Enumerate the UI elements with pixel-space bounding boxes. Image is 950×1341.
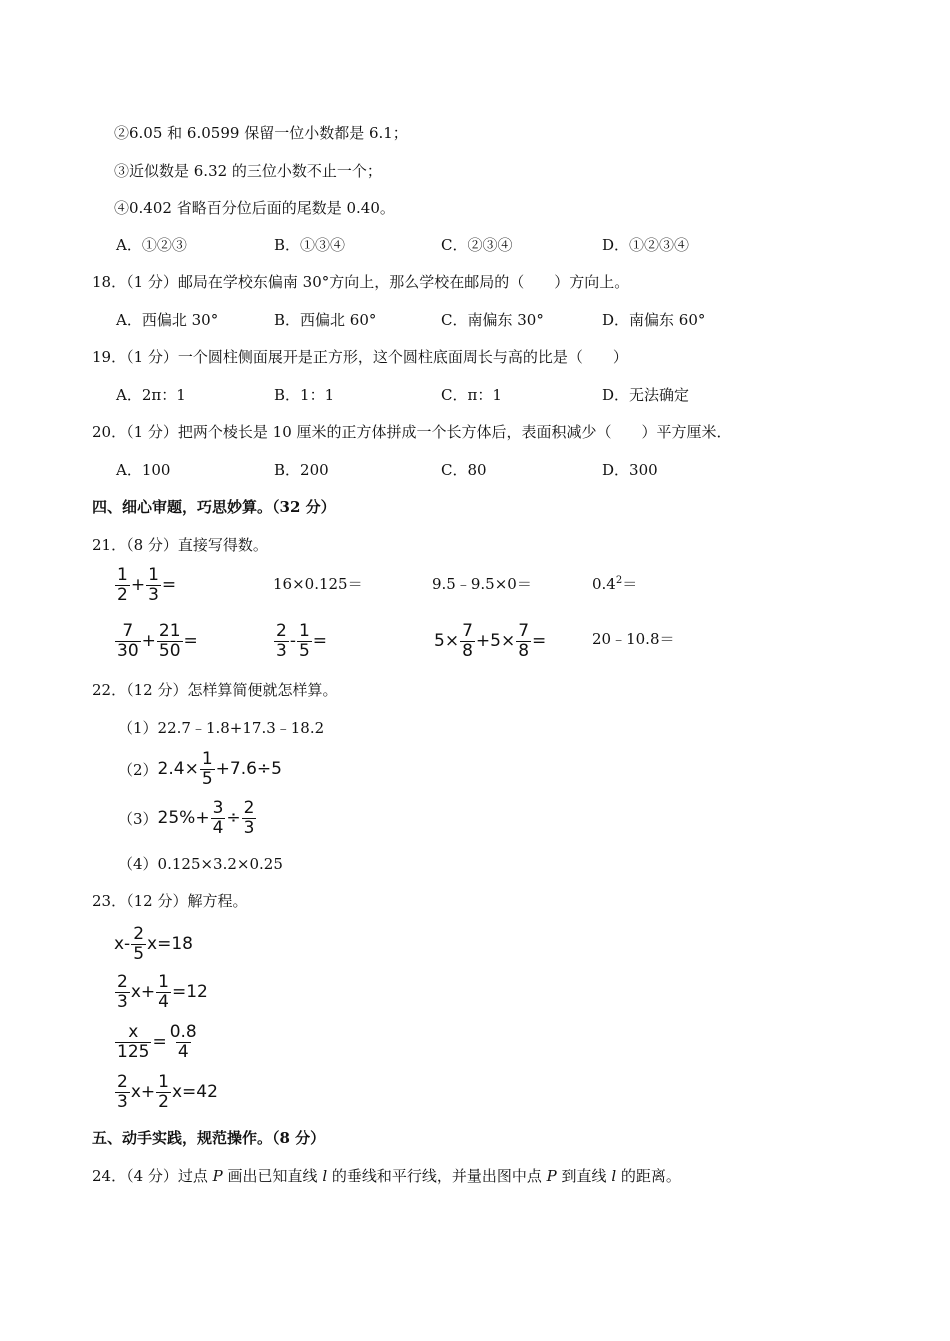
q22-part-1: （1）22.7﹣1.8+17.3﹣18.2 [118,719,325,737]
q23-equation-2: $\frac{2}{3}$ x+ $\frac{1}{4}$ =12 [117,972,208,1012]
q22-stem: 22．（12 分）怎样算简便就怎样算。 [92,681,338,699]
q21-expr-4: $0.4^2=$ [592,575,638,593]
q19-option-b[interactable]: B．1：1 [274,386,335,404]
q23-equation-4: $\frac{2}{3}$ x+ $\frac{1}{2}$ x=42 [117,1072,218,1112]
q19-stem: 19．（1 分）一个圆柱侧面展开是正方形，这个圆柱底面周长与高的比是（ ） [92,348,628,366]
statement-4: ④0.402 省略百分位后面的尾数是 0.40。 [114,199,395,217]
q21-stem: 21．（8 分）直接写得数。 [92,536,268,554]
q18-option-b[interactable]: B．西偏北 60° [274,311,377,329]
statement-3: ③近似数是 6.32 的三位小数不止一个； [114,162,382,180]
q18-option-d[interactable]: D．南偏东 60° [602,311,706,329]
q17-option-a[interactable]: A．①②③ [116,236,187,254]
q19-option-d[interactable]: D．无法确定 [602,386,690,404]
q23-equation-1: x- $\frac{2}{5}$ x=18 [114,924,193,964]
q21-expr-8: 20﹣10.8＝ [592,630,675,648]
statement-2: ②6.05 和 6.0599 保留一位小数都是 6.1； [114,124,408,142]
q21-expr-1: $\frac{1}{2}$ + $\frac{1}{3}$ = [117,565,177,605]
q22-part-3: （3） 25%+ $\frac{3}{4}$ ÷ $\frac{2}{3}$ [118,798,255,838]
q21-expr-6: $\frac{2}{3}$ - $\frac{1}{5}$ = [276,621,328,661]
q21-expr-3: 9.5﹣9.5×0＝ [432,575,532,593]
q21-expr-2: 16×0.125＝ [273,575,363,593]
q19-option-a[interactable]: A．2π：1 [116,386,186,404]
q23-equation-3: $\frac{x}{125}$ = $\frac{0.8}{4}$ [117,1022,197,1062]
q18-option-c[interactable]: C．南偏东 30° [441,311,544,329]
q20-option-d[interactable]: D．300 [602,461,658,479]
q18-stem: 18．（1 分）邮局在学校东偏南 30°方向上，那么学校在邮局的（ ）方向上。 [92,273,630,291]
q20-option-b[interactable]: B．200 [274,461,329,479]
q18-option-a[interactable]: A．西偏北 30° [116,311,219,329]
q21-expr-7: 5× $\frac{7}{8}$ +5× $\frac{7}{8}$ = [434,621,547,661]
q20-stem: 20．（1 分）把两个棱长是 10 厘米的正方体拼成一个长方体后，表面积减少（ ）平方厘米． [92,423,732,441]
q17-option-c[interactable]: C．②③④ [441,236,513,254]
q20-option-c[interactable]: C．80 [441,461,487,479]
q17-option-d[interactable]: D．①②③④ [602,236,690,254]
q24-stem: 24．（4 分）过点 P 画出已知直线 l 的垂线和平行线，并量出图中点 P 到直线 l 的距离。 [92,1167,681,1185]
q22-part-2: （2） 2.4× $\frac{1}{5}$ +7.6÷5 [118,749,282,789]
q21-expr-5: $\frac{7}{30}$ + $\frac{21}{50}$ = [117,621,198,661]
q17-option-b[interactable]: B．①③④ [274,236,346,254]
q19-option-c[interactable]: C．π：1 [441,386,502,404]
section-5-title: 五、动手实践，规范操作。（8 分） [92,1129,326,1147]
section-4-title: 四、细心审题，巧思妙算。（32 分） [92,498,336,516]
q20-option-a[interactable]: A．100 [116,461,171,479]
q23-stem: 23．（12 分）解方程。 [92,892,248,910]
q22-part-4: （4）0.125×3.2×0.25 [118,855,283,873]
